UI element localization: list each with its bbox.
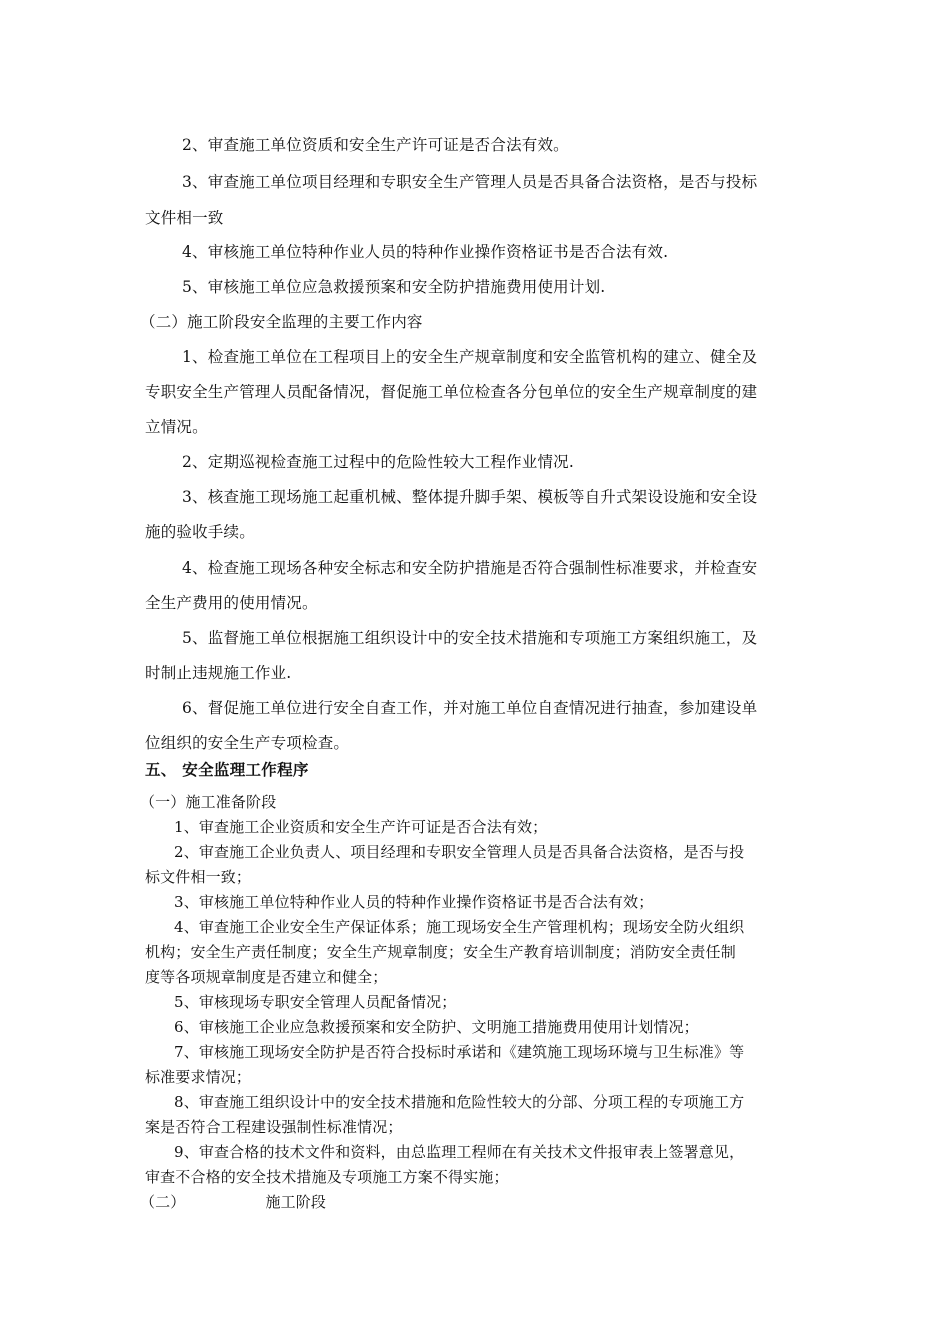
procedure-item-2-line-1: 2、审查施工企业负责人、项目经理和专职安全管理人员是否具备合法资格，是否与投 — [174, 843, 745, 861]
procedure-item-9-line-2: 审查不合格的安全技术措施及专项施工方案不得实施； — [145, 1168, 509, 1186]
construction-stage-heading: （二）施工阶段安全监理的主要工作内容 — [140, 313, 423, 331]
procedure-item-7-line-1: 7、审核施工现场安全防护是否符合投标时承诺和《建筑施工现场环境与卫生标准》等 — [174, 1043, 745, 1061]
construction-stage-subheading — [140, 1195, 326, 1210]
subheading-title: 施工阶段 — [265, 1193, 327, 1211]
procedure-item-4-line-2: 机构；安全生产责任制度；安全生产规章制度；安全生产教育培训制度；消防安全责任制 — [145, 943, 736, 961]
procedure-item-9-line-1: 9、审查合格的技术文件和资料，由总监理工程师在有关技术文件报审表上签署意见， — [174, 1143, 745, 1161]
construction-item-2: 2、定期巡视检查施工过程中的危险性较大工程作业情况. — [182, 453, 574, 471]
construction-item-3-line-2: 施的验收手续。 — [145, 523, 255, 541]
procedure-item-4-line-1: 4、审查施工企业安全生产保证体系；施工现场安全生产管理机构；现场安全防火组织 — [174, 918, 745, 936]
procedure-item-1: 1、审查施工企业资质和安全生产许可证是否合法有效； — [174, 818, 548, 836]
construction-item-4-line-2: 全生产费用的使用情况。 — [145, 594, 318, 612]
prep-item-3-line-2: 文件相一致 — [145, 209, 224, 227]
construction-item-6-line-2: 位组织的安全生产专项检查。 — [145, 734, 350, 752]
prep-item-5: 5、审核施工单位应急救援预案和安全防护措施费用使用计划. — [182, 278, 606, 296]
procedure-item-2-line-2: 标文件相一致； — [145, 868, 252, 886]
subheading-prefix: （二） — [140, 1193, 186, 1211]
procedure-item-3: 3、审核施工单位特种作业人员的特种作业操作资格证书是否合法有效； — [174, 893, 654, 911]
construction-item-1-line-2: 专职安全生产管理人员配备情况，督促施工单位检查各分包单位的安全生产规章制度的建 — [145, 383, 758, 401]
procedure-item-8-line-2: 案是否符合工程建设强制性标准情况； — [145, 1118, 403, 1136]
procedure-item-8-line-1: 8、审查施工组织设计中的安全技术措施和危险性较大的分部、分项工程的专项施工方 — [174, 1093, 745, 1111]
construction-item-5-line-2: 时制止违规施工作业. — [145, 664, 292, 682]
section-5-heading: 五、 安全监理工作程序 — [145, 761, 309, 779]
construction-item-4-line-1: 4、检查施工现场各种安全标志和安全防护措施是否符合强制性标准要求，并检查安 — [182, 559, 758, 577]
procedure-item-4-line-3: 度等各项规章制度是否建立和健全； — [145, 968, 388, 986]
prep-item-4: 4、审核施工单位特种作业人员的特种作业操作资格证书是否合法有效. — [182, 243, 669, 261]
prep-item-3-line-1: 3、审查施工单位项目经理和专职安全生产管理人员是否具备合法资格，是否与投标 — [182, 173, 758, 191]
preparation-stage-heading: （一）施工准备阶段 — [140, 793, 277, 811]
prep-item-2: 2、审查施工单位资质和安全生产许可证是否合法有效。 — [182, 136, 569, 154]
construction-item-1-line-3: 立情况。 — [145, 418, 208, 436]
procedure-item-7-line-2: 标准要求情况； — [145, 1068, 252, 1086]
construction-item-5-line-1: 5、监督施工单位根据施工组织设计中的安全技术措施和专项施工方案组织施工，及 — [182, 629, 758, 647]
construction-item-6-line-1: 6、督促施工单位进行安全自查工作，并对施工单位自查情况进行抽查，参加建设单 — [182, 699, 758, 717]
construction-item-3-line-1: 3、核查施工现场施工起重机械、整体提升脚手架、模板等自升式架设设施和安全设 — [182, 488, 758, 506]
construction-item-1-line-1: 1、检查施工单位在工程项目上的安全生产规章制度和安全监管机构的建立、健全及 — [182, 348, 758, 366]
procedure-item-6: 6、审核施工企业应急救援预案和安全防护、文明施工措施费用使用计划情况； — [174, 1018, 699, 1036]
procedure-item-5: 5、审核现场专职安全管理人员配备情况； — [174, 993, 457, 1011]
